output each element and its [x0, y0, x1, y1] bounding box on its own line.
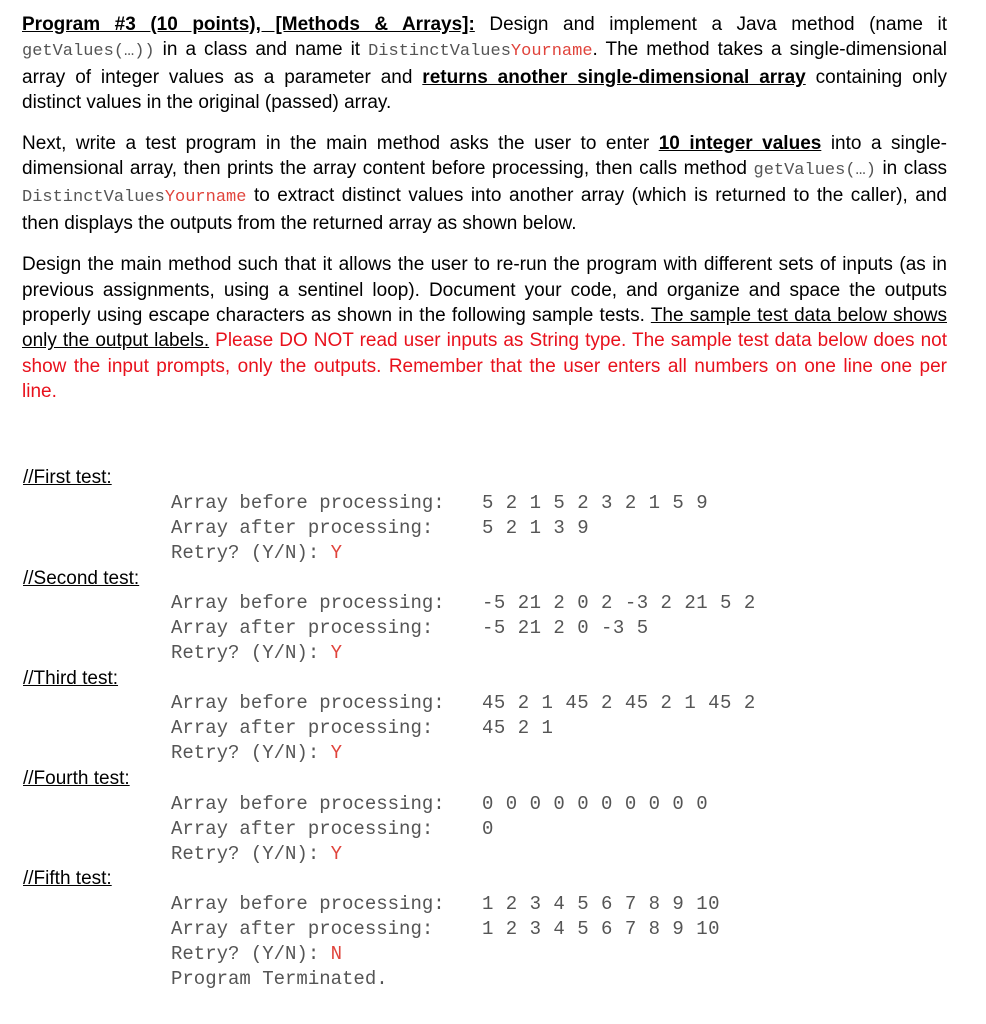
before-label: Array before processing: — [171, 492, 445, 514]
before-label: Array before processing: — [171, 793, 445, 815]
class-name: DistinctValuesYourname — [368, 42, 593, 62]
retry-label: Retry? (Y/N): — [171, 642, 331, 664]
test-label: //First test: — [23, 467, 112, 488]
method-name: getValues(…)) — [22, 42, 155, 62]
test-label: //Fourth test: — [23, 768, 130, 789]
retry-answer: Y — [330, 642, 343, 664]
after-label: Array after processing: — [171, 918, 434, 940]
text: Next, write a test program in the main method asks the user to enter — [22, 132, 650, 154]
paragraph-2 — [22, 131, 947, 237]
after-values: 45 2 1 — [482, 717, 554, 739]
ten-values-emphasis: 10 integer values — [658, 132, 822, 154]
after-label: Array after processing: — [171, 517, 434, 539]
paragraph-3 — [22, 252, 947, 404]
returns-emphasis: returns another single-dimensional array — [422, 66, 806, 88]
paragraph-1 — [22, 12, 947, 116]
assignment-text — [22, 12, 947, 405]
text: Design the main method such that it allows the user to re-run the program with different sets of inputs (as in previous assignments, using a sentinel loop). Document your code, and organize and space the outputs properly using escape characters as shown in the following sample tests. — [22, 254, 947, 327]
text: into a single-dimensional array, then prints the array content before processing, then calls method — [22, 132, 947, 180]
program-title: Program #3 (10 points), [Methods & Arrays]: — [22, 14, 475, 35]
before-label: Array before processing: — [171, 592, 445, 614]
text: in a class and name it — [162, 39, 361, 61]
retry-label: Retry? (Y/N): — [171, 943, 331, 965]
after-label: Array after processing: — [171, 717, 434, 739]
warning-text: Please DO NOT read user inputs as String type. The sample test data below does not show the input prompts, only the outputs. Remember that the user enters all numbers on one line one per line. — [22, 330, 947, 403]
retry-answer: Y — [330, 843, 343, 865]
test-label: //Fifth test: — [23, 868, 112, 889]
before-label: Array before processing: — [171, 692, 445, 714]
after-values: -5 21 2 0 -3 5 — [482, 617, 649, 639]
retry-answer: N — [330, 943, 343, 965]
text: to extract distinct values into another array (which is returned to the caller), and then displays the outputs from the returned array as shown below. — [22, 185, 947, 234]
after-values: 0 — [482, 818, 494, 840]
text: . The method takes a single-dimensional array of integer values as a parameter and — [22, 39, 947, 88]
sample-note: The sample test data below shows only the output labels. — [22, 305, 947, 352]
before-values: -5 21 2 0 2 -3 2 21 5 2 — [482, 592, 756, 614]
retry-answer: Y — [330, 742, 343, 764]
test-output — [171, 892, 720, 992]
before-values: 0 0 0 0 0 0 0 0 0 0 — [482, 793, 709, 815]
after-values: 5 2 1 3 9 — [482, 517, 590, 539]
test-output — [171, 591, 756, 666]
before-label: Array before processing: — [171, 893, 445, 915]
test-label: //Third test: — [23, 668, 119, 689]
test-output — [171, 491, 708, 566]
method-name: getValues(…) — [753, 161, 876, 181]
after-label: Array after processing: — [171, 617, 434, 639]
before-values: 5 2 1 5 2 3 2 1 5 9 — [482, 492, 709, 514]
test-label: //Second test: — [23, 568, 140, 589]
test-output — [171, 691, 756, 766]
retry-label: Retry? (Y/N): — [171, 742, 331, 764]
before-values: 45 2 1 45 2 45 2 1 45 2 — [482, 692, 756, 714]
text: Design and implement a Java method (name it — [489, 14, 947, 35]
program-terminated: Program Terminated. — [171, 968, 388, 990]
after-label: Array after processing: — [171, 818, 434, 840]
test-output — [171, 792, 708, 867]
text: in class — [882, 158, 948, 180]
retry-label: Retry? (Y/N): — [171, 843, 331, 865]
retry-label: Retry? (Y/N): — [171, 542, 331, 564]
retry-answer: Y — [330, 542, 343, 564]
text: containing only distinct values in the original (passed) array. — [22, 66, 948, 114]
class-name: DistinctValuesYourname — [22, 188, 247, 208]
after-values: 1 2 3 4 5 6 7 8 9 10 — [482, 918, 721, 940]
before-values: 1 2 3 4 5 6 7 8 9 10 — [482, 893, 721, 915]
